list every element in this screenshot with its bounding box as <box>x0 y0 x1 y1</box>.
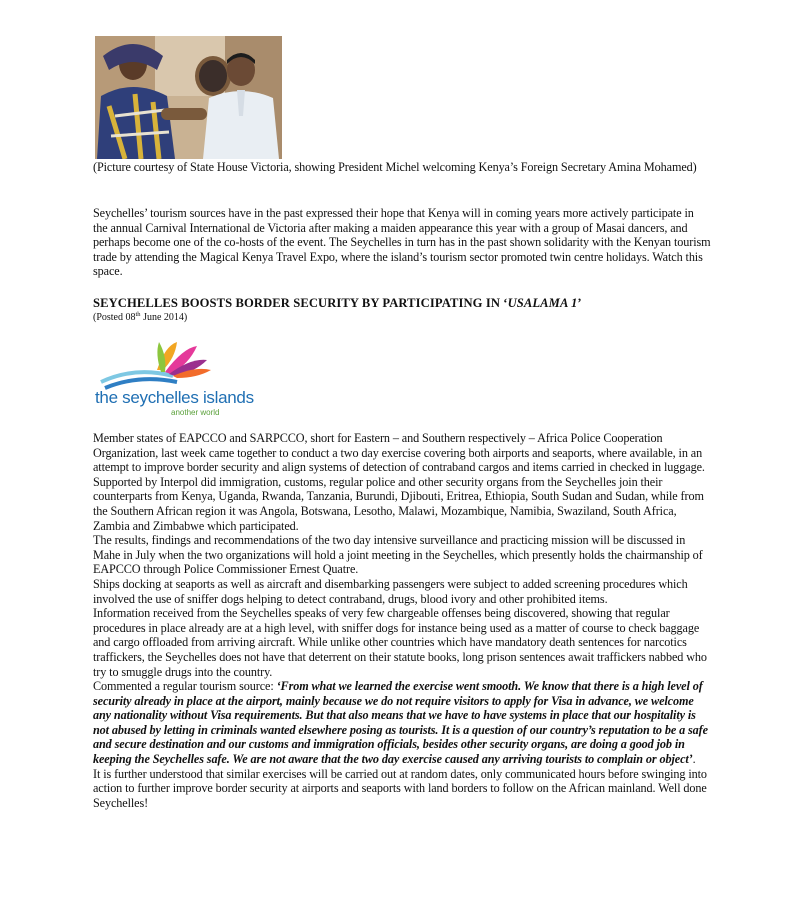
article-paragraph: Member states of EAPCCO and SARPCCO, short for Eastern – and Southern respectively – Africa Police Cooperation Organization, last week came together to conduct a two day exercise covering both airports and seaports, where available, in an attempt to improve border security and align systems of detection of contraband cargos and items carried in checked in luggage. <box>93 431 705 475</box>
posted-prefix: (Posted 08 <box>93 312 136 323</box>
posted-date <box>93 309 187 324</box>
headline-italic-text: USALAMA 1 <box>507 296 578 310</box>
headline-text: SEYCHELLES BOOSTS BORDER SECURITY BY PARTICIPATING IN ‘ <box>93 296 508 310</box>
posted-suffix: June 2014) <box>140 312 188 323</box>
seychelles-logo <box>95 336 254 420</box>
closing-paragraph: It is further understood that similar exercises will be carried out at random dates, only communicated hours before swinging into action to further improve border security at airports and seaports with land borders to follow on the African mainland. Well done Seychelles! <box>93 766 707 810</box>
logo-text: the seychelles islands <box>95 388 254 407</box>
article-paragraph: Information received from the Seychelles speaks of very few chargeable offenses being discovered, showing that regular procedures in place already are at a high level, with sniffer dogs for instance being used as a matter of course to check baggage and cargo offloaded from arriving aircraft. While unlike other countries which have mandatory death sentences for narcotics traffickers, the Seychelles does not have that deterrent on their statute books, long prison sentences await traffickers nabbed who try to smuggle drugs into the country. <box>93 606 707 679</box>
logo-graphic <box>95 336 245 396</box>
photo-caption: (Picture courtesy of State House Victoria, showing President Michel welcoming Kenya’s Foreign Secretary Amina Mohamed) <box>93 160 697 174</box>
article-paragraph: Ships docking at seaports as well as aircraft and disembarking passengers were subject to added screening procedures which involved the use of sniffer dogs helping to detect contraband, drugs, blood ivory and other prohibited items. <box>93 576 688 606</box>
intro-paragraph: Seychelles’ tourism sources have in the past expressed their hope that Kenya will in coming years more actively participate in the annual Carnival International de Victoria after making a maiden appearance this year with a group of Masai dancers, and perhaps become one of the co-hosts of the event. The Seychelles in turn has in the past shown solidarity with the Kenyan tourism trade by attending the Magical Kenya Travel Expo, where the island’s tourism sector promoted twin centre holidays. Watch this space. <box>93 206 711 279</box>
photo-illustration <box>95 36 282 159</box>
quote-end: . <box>692 752 696 767</box>
quote-paragraph <box>93 679 711 767</box>
article-paragraph: The results, findings and recommendations of the two day intensive surveillance and practicing mission will be discussed in Mahe in July when the two organizations will hold a joint meeting in the Seychelles, which presently holds the chairmanship of EAPCCO through Police Commissioner Ernest Quatre. <box>93 533 703 577</box>
posted-sup: th <box>135 311 141 318</box>
headline-end: ’ <box>577 296 582 310</box>
news-photo <box>95 36 282 159</box>
logo-tagline: another world <box>171 408 220 417</box>
article-paragraph: Supported by Interpol did immigration, customs, regular police and other security organs from the Seychelles join their counterparts from Kenya, Uganda, Rwanda, Tanzania, Burundi, Djibouti, Eritrea, Ethiopia, South Sudan and Sudan, while from the Southern African region it was Angola, Botswana, Lesotho, Malawi, Mozambique, Namibia, Swaziland, South Africa, Zambia and Zimbabwe which participated. <box>93 474 704 533</box>
quote-intro: Commented a regular tourism source: <box>93 679 277 694</box>
source-quote: ‘From what we learned the exercise went smooth. We know that there is a high level of security already in place at the airport, mainly because we do not require visitors to apply for Visa in advance, we welcome any nationality without Visa requirements. But that also means that we have to have systems in place that our hospitality is not abused by letting in criminals wanted elsewhere posing as tourists. It is a question of our country’s reputation to be a safe and secure destination and our customs and immigration officials, besides other security organs, are doing a good job in keeping the Seychelles safe. We are not aware that the two day exercise caused any arriving tourists to complain or object’ <box>93 679 708 767</box>
article-body <box>93 431 711 810</box>
